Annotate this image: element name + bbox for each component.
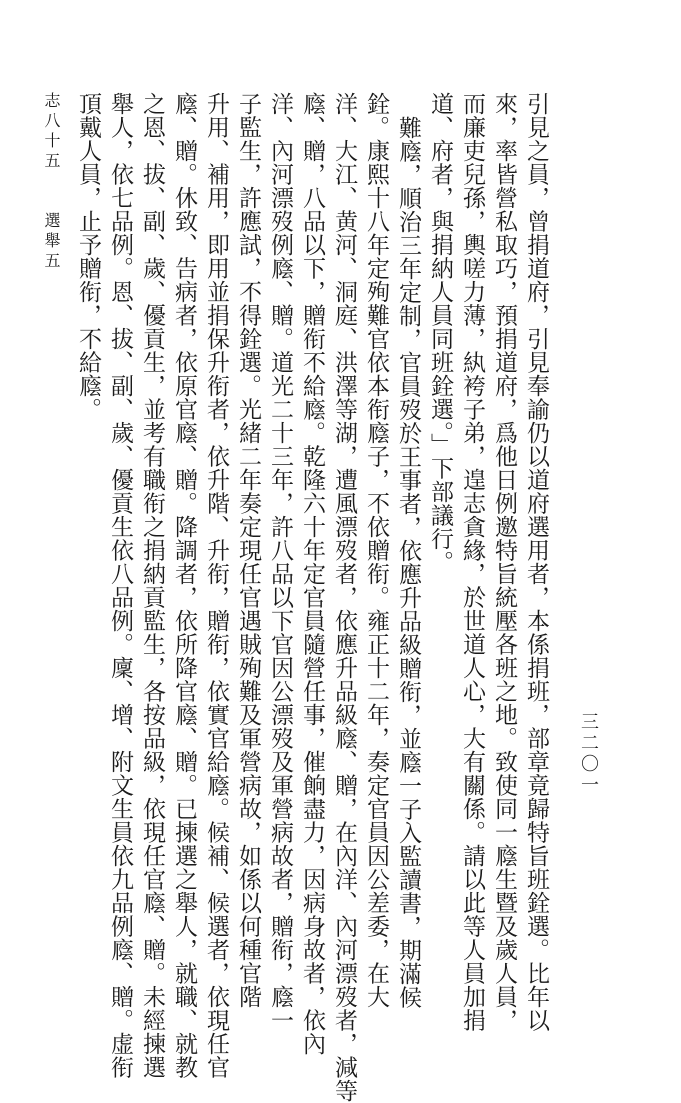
volume-label: 志八十五 xyxy=(42,92,61,172)
text-column: 升用、補用，即用並捐保升衔者，依升階、升衔，贈衔，依實官給廕。候補、候選者，依現任官 xyxy=(203,92,229,1079)
text-column: 廕、贈，八品以下，贈衔不給廕。乾隆六十年定官員隨營任事，催餉盡力，因病身故者，依內 xyxy=(299,92,325,1056)
text-column: 之恩、拔、副、歲、優貢生，並考有職衔之捐納貢監生，各按品級，依現任官廕、贈。未經揀選 xyxy=(139,92,165,1079)
section-label: 選舉五 xyxy=(42,212,61,272)
text-column: 子監生，許應試，不得銓選。光緒二年奏定現任官遇賊殉難及軍營病故，如係以何種官階 xyxy=(235,92,261,1009)
text-column: 洋、大江、黄河、洞庭、洪澤等湖，遭風漂歿者，依應升品級廕、贈，在內洋、內河漂歿者，減等 xyxy=(331,92,357,1103)
text-column: 頂戴人員，止予贈衔，不給廕。 xyxy=(75,92,101,421)
text-column: 而廉吏兒孫，輿嗟力薄，紈袴子弟，遑志貪緣，於世道人心，大有關係。請以此等人員加捐 xyxy=(459,92,485,1032)
page-number: 三二〇一 xyxy=(578,712,599,796)
text-column: 引見之員，曾捐道府，引見奉諭仍以道府選用者，本係捐班，部章竟歸特旨班銓選。比年以 xyxy=(523,92,549,1032)
text-column: 廕、贈。休致、告病者，依原官廕、贈。降調者，依所降官廕、贈。已揀選之舉人，就職、就教 xyxy=(171,92,197,1079)
text-column: 銓。康熙十八年定殉難官依本衔廕子，不依贈衔。雍正十二年，奏定官員因公差委，在大 xyxy=(363,92,389,1009)
text-column: 洋、內河漂歿例廕、贈。道光二十三年，許八品以下官因公漂歿及軍營病故者，贈衔，廕一 xyxy=(267,92,293,1032)
text-column: 來，率皆營私取巧，預捐道府，爲他日例邀特旨統壓各班之地。致使同一廕生暨及歲人員， xyxy=(491,92,517,1032)
text-column: 道、府者，與捐納人員同班銓選。」下部議行。 xyxy=(427,92,453,574)
text-column: 舉人，依七品例。恩、拔、副、歲、優貢生依八品例。廩、增、附文生員依九品例廕、贈。虚衔 xyxy=(107,92,133,1079)
text-column: 難廕，順治三年定制，官員歿於王事者，依應升品級贈衔，並廕一子入監讀書，期滿候 xyxy=(395,116,421,1009)
